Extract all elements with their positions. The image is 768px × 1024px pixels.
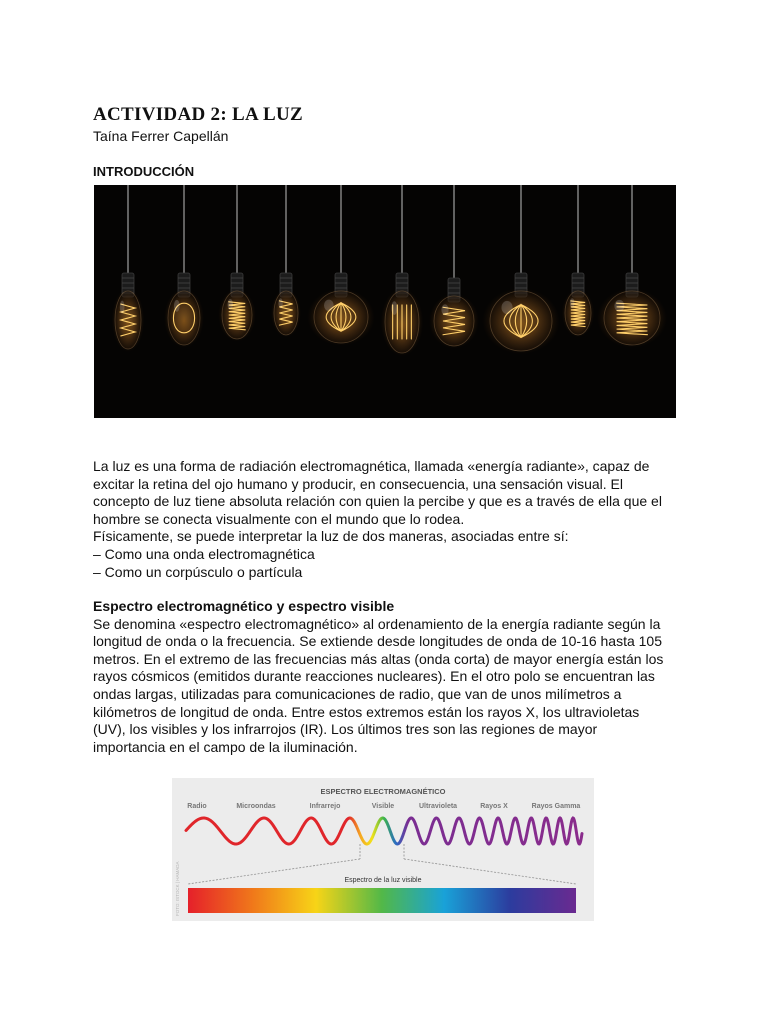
paragraph-line: Físicamente, se puede interpretar la luz de dos maneras, asociadas entre sí: [93,528,569,545]
section-label-introduccion: INTRODUCCIÓN [93,164,195,179]
light-bulb [307,185,375,346]
list-item: – Como una onda electromagnética [93,545,315,562]
paragraph-line: ondas largas, utilizadas para comunicaciones de radio, que van de unos milímetros a [93,685,622,702]
photo-credit: FOTO: ISTOCK | HAMADA [175,861,180,916]
band-label-radio: Radio [187,803,207,810]
band-label-rayos-gamma: Rayos Gamma [531,803,581,810]
intro-paragraph [93,458,683,581]
paragraph-line: kilómetros de longitud de onda. Entre estos extremos están los rayos X, los ultravioletas [93,703,640,720]
electromagnetic-spectrum-figure [172,778,594,921]
spectrum-diagram [172,778,594,921]
spectrum-title: ESPECTRO ELECTROMAGNÉTICO [320,787,446,796]
spectrum-paragraph [93,598,683,756]
light-bulbs-photo [94,185,676,418]
light-bulb [429,185,479,349]
light-bulb [381,185,424,356]
document-title: ACTIVIDAD 2: LA LUZ [93,104,303,125]
paragraph-line: excitar la retina del ojo humano y producir, en consecuencia, una sensación visual. El [93,475,623,492]
paragraph-line: Se denomina «espectro electromagnético» al ordenamiento de la energía radiante según la [93,615,661,632]
paragraph-line: hombre se conecta visualmente con el mundo que lo rodea. [93,510,465,527]
light-bulb [164,185,204,348]
paragraph-line: rayos cósmicos (emitidos durante reacciones nucleares). En el otro polo se encuentran las [93,668,655,685]
visible-range-projection-right [404,859,576,884]
paragraph-line: (UV), los visibles y los infrarrojos (IR). Los últimos tres son las regiones de mayor [93,721,598,738]
light-bulb [597,185,667,348]
subsection-heading: Espectro electromagnético y espectro visible [93,598,395,614]
band-label-ultravioleta: Ultravioleta [418,803,458,810]
paragraph-line: metros. En el extremo de las frecuencias más altas (onda corta) de mayor energía están los [93,650,664,667]
paragraph-line: importancia en el campo de la iluminación. [93,738,358,755]
band-label-visible: Visible [371,803,395,810]
light-bulb [562,185,595,337]
paragraph-line: La luz es una forma de radiación electromagnética, llamada «energía radiante», capaz de [93,458,650,474]
light-bulb [482,185,560,354]
light-bulb [271,185,301,337]
light-bulb [112,185,145,352]
visible-range-projection-left [188,859,360,884]
list-item: – Como un corpúsculo o partícula [93,563,303,580]
band-label-rayos-x: Rayos X [480,803,508,810]
paragraph-line: longitud de onda o la frecuencia. Se extiende desde longitudes de onda de 10-16 hasta 105 [93,633,662,650]
light-bulbs-illustration [94,185,676,418]
band-label-infrarrojo: Infrarrejo [309,803,341,810]
electromagnetic-wave [186,818,582,844]
document-author: Taína Ferrer Capellán [93,128,229,144]
band-label-microondas: Microondas [236,803,276,810]
light-bulb [218,185,256,341]
paragraph-line: concepto de luz tiene absoluta relación con quien la percibe y que es a través de ella que el [93,493,662,510]
visible-spectrum-label: Espectro de la luz visible [344,877,422,884]
visible-spectrum-bar [188,888,576,913]
